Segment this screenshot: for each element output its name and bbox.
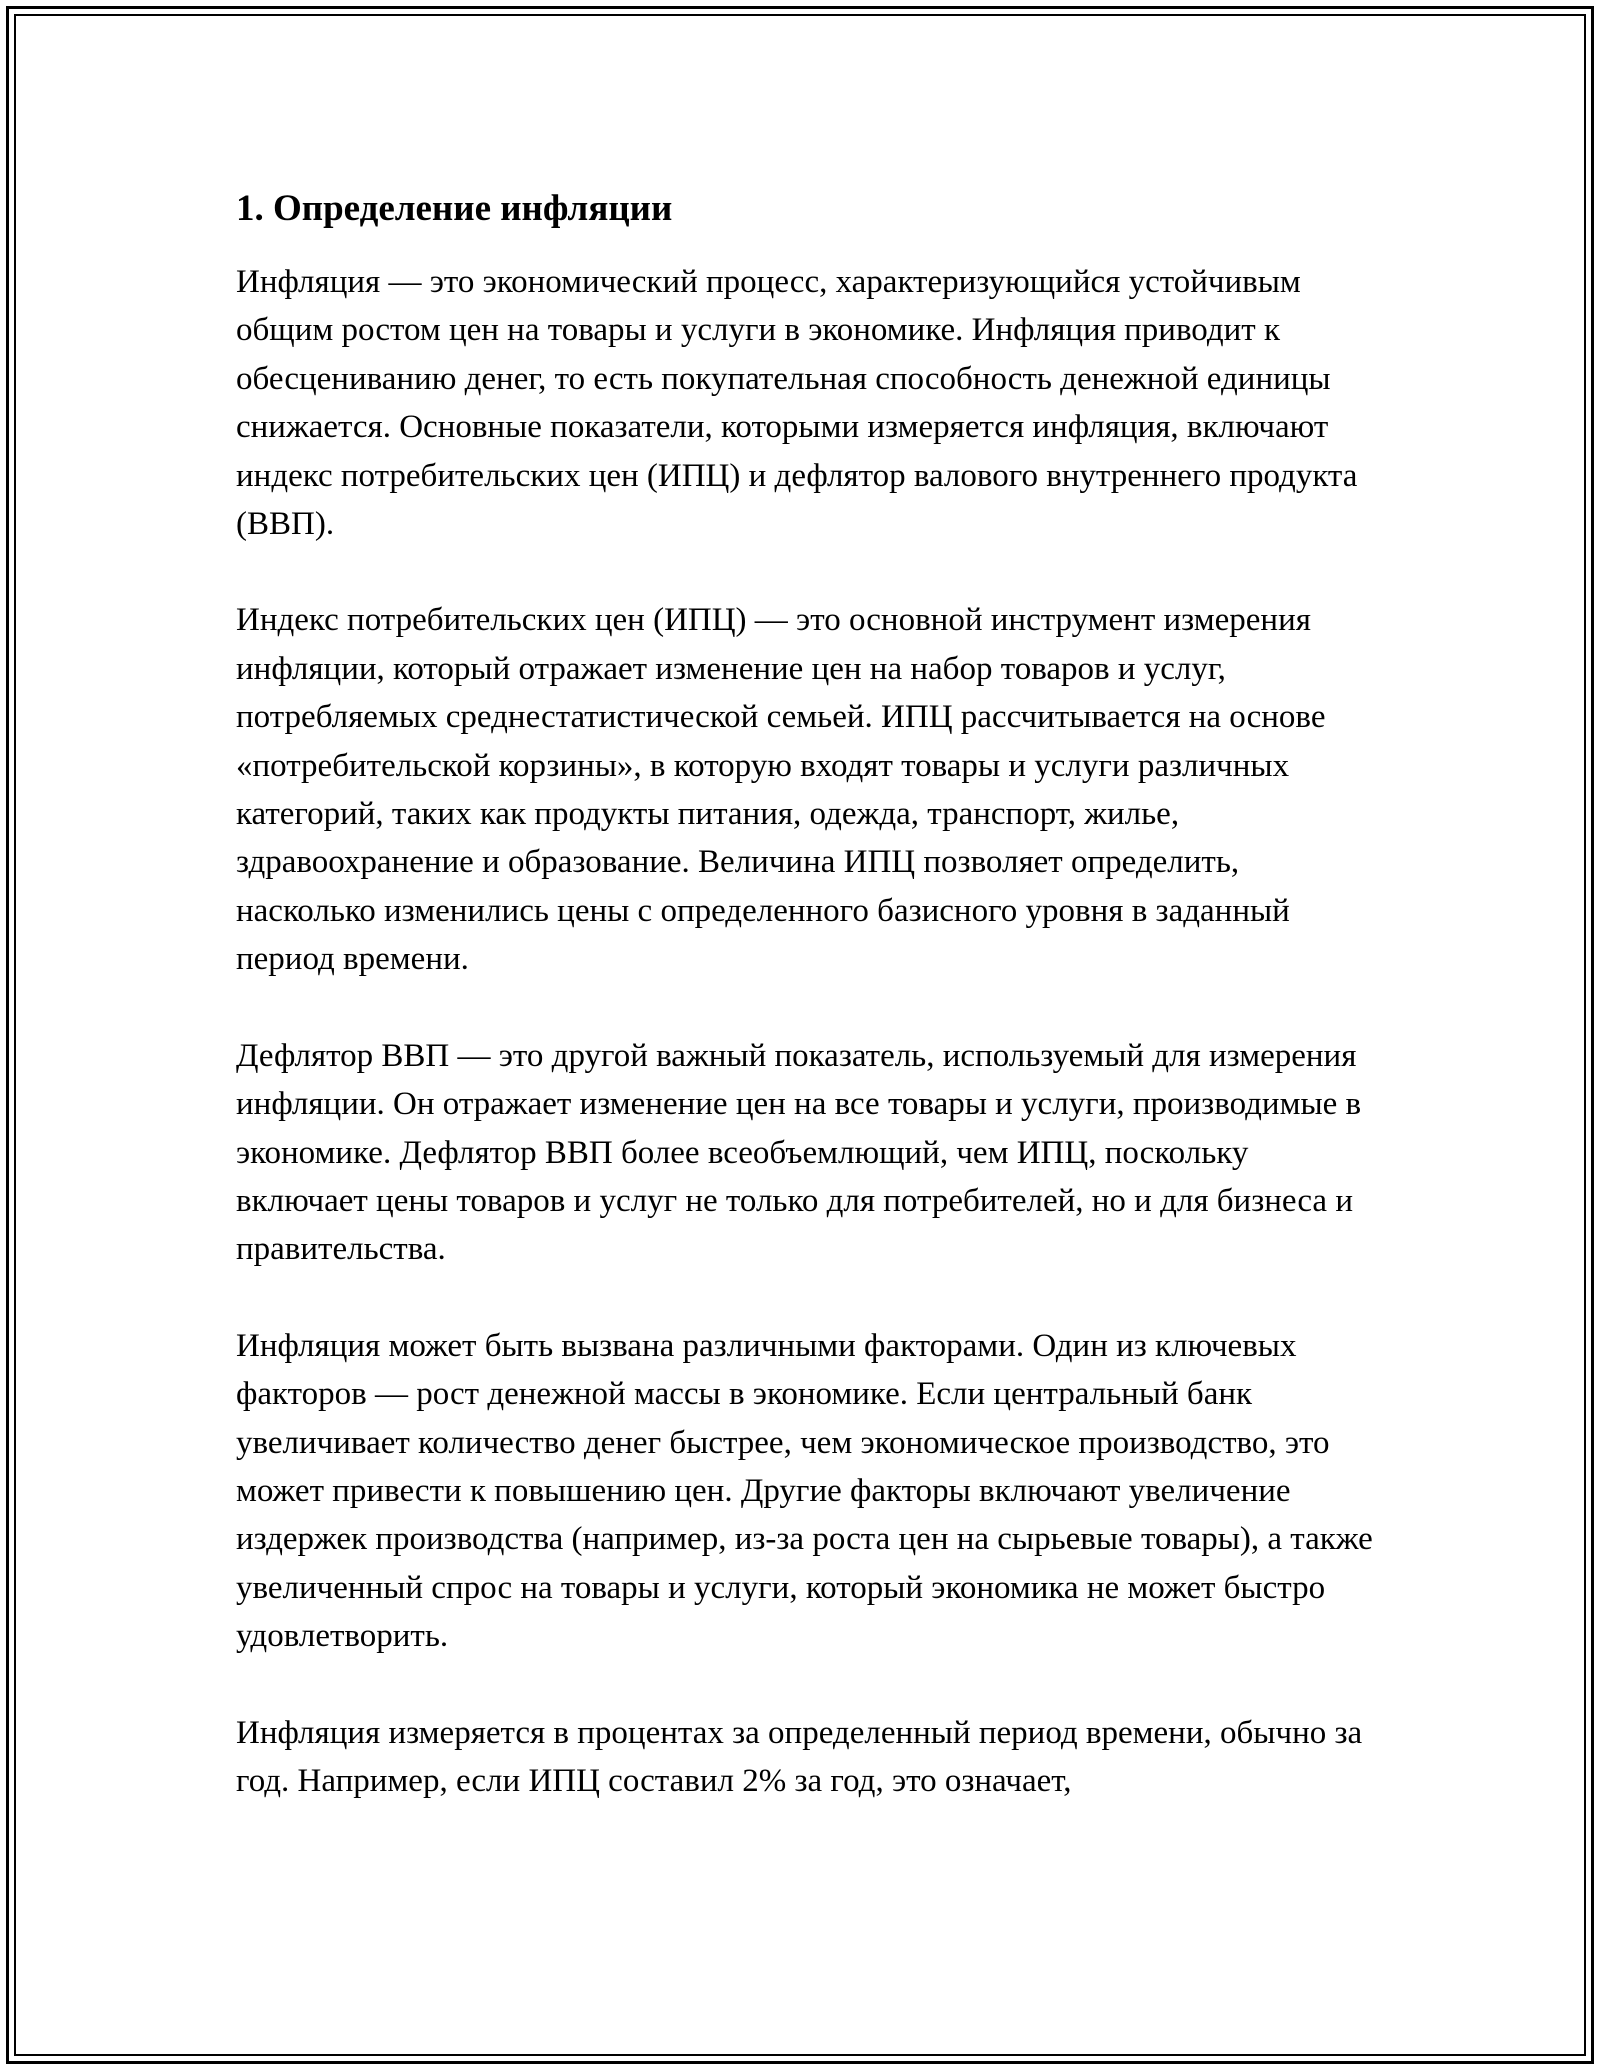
paragraph-inflation-definition: Инфляция — это экономический процесс, характеризующийся устойчивым общим ростом цен на товары и услуги в экономике. Инфляция приводит к обесцениванию денег, то есть покупательная способность денежной единицы снижается. Основные показатели, которыми измеряется инфляция, включают индекс потребительских цен (ИПЦ) и дефлятор валового внутреннего продукта (ВВП). bbox=[236, 264, 1358, 543]
paragraph-cpi: Индекс потребительских цен (ИПЦ) — это основной инструмент измерения инфляции, который отражает изменение цен на набор товаров и услуг, потребляемых среднестатистической семьей. ИПЦ рассчитывается на основе «потребительской корзины», в которую входят товары и услуги различных категорий, таких как продукты питания, одежда, транспорт, жилье, здравоохранение и образование. Величина ИПЦ позволяет определить, насколько изменились цены с определенного базисного уровня в заданный период времени. bbox=[236, 602, 1326, 978]
paragraph-inflation-causes: Инфляция может быть вызвана различными факторами. Один из ключевых факторов — рост денежной массы в экономике. Если центральный банк увеличивает количество денег быстрее, чем экономическое производство, это может привести к повышению цен. Другие факторы включают увеличение издержек производства (например, из-за роста цен на сырьевые товары), а также увеличенный спрос на товары и услуги, который экономика не может быстро удовлетворить. bbox=[236, 1327, 1373, 1655]
document-body bbox=[236, 186, 1386, 1853]
paragraph-gdp-deflator: Дефлятор ВВП — это другой важный показатель, используемый для измерения инфляции. Он отражает изменение цен на все товары и услуги, производимые в экономике. Дефлятор ВВП более всеобъемлющий, чем ИПЦ, поскольку включает цены товаров и услуг не только для потребителей, но и для бизнеса и правительства. bbox=[236, 1037, 1362, 1268]
section-heading: 1. Определение инфляции bbox=[236, 188, 673, 229]
paragraph-inflation-measurement: Инфляция измеряется в процентах за определенный период времени, обычно за год. Например, если ИПЦ составил 2% за год, это означает, bbox=[236, 1714, 1363, 1799]
